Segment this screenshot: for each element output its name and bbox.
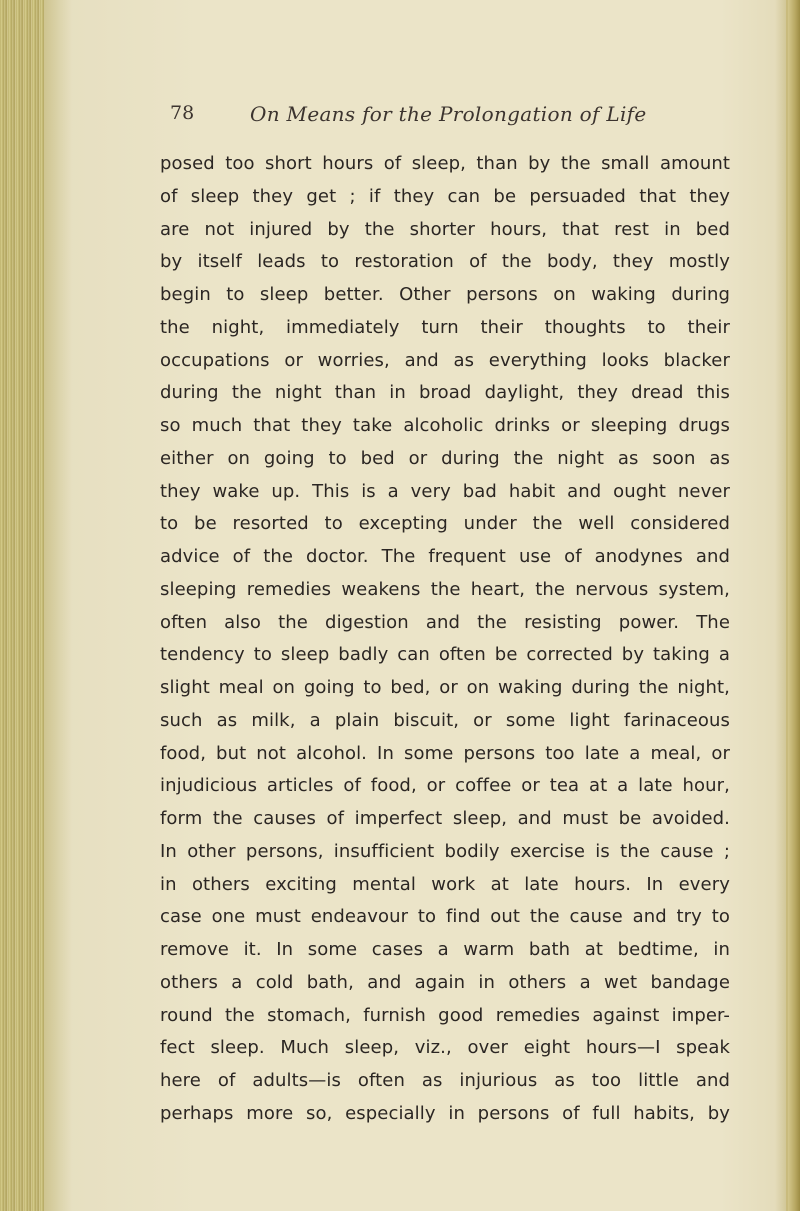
text-line: In other persons, insufficient bodily exercise is the cause ;	[160, 840, 730, 862]
text-line: posed too short hours of sleep, than by the small amount	[160, 153, 730, 174]
text-line: sleeping remedies weakens the heart, the nervous system,	[160, 578, 730, 600]
text-line: remove it. In some cases a warm bath at bedtime, in	[160, 939, 730, 960]
body-text	[160, 150, 730, 1133]
text-line: by itself leads to restoration of the body, they mostly	[160, 251, 730, 273]
text-line: tendency to sleep badly can often be corrected by taking a	[160, 644, 730, 666]
text-line: to be resorted to excepting under the well considered	[160, 513, 730, 535]
text-line: they wake up. This is a very bad habit and ought never	[160, 480, 730, 502]
text-line: such as milk, a plain biscuit, or some light farinaceous	[160, 709, 730, 731]
text-line: here of adults—is often as injurious as too little and	[160, 1070, 730, 1091]
text-line: during the night than in broad daylight, they dread this	[160, 382, 730, 404]
text-line: begin to sleep better. Other persons on waking during	[160, 284, 730, 305]
binding-edge	[0, 0, 44, 1211]
page-edge-right	[788, 0, 800, 1211]
text-line: case one must endeavour to find out the cause and try to	[160, 906, 730, 928]
gutter-shadow	[44, 0, 72, 1211]
text-line: food, but not alcohol. In some persons too late a meal, or	[160, 742, 730, 764]
running-title: On Means for the Prolongation of Life	[250, 102, 647, 126]
text-line: the night, immediately turn their thoughts to their	[160, 316, 730, 338]
text-line: in others exciting mental work at late hours. In every	[160, 873, 730, 895]
page-number: 78	[170, 102, 195, 124]
text-line: of sleep they get ; if they can be persuaded that they	[160, 185, 730, 207]
text-line: advice of the doctor. The frequent use of anodynes and	[160, 546, 730, 567]
text-line: perhaps more so, especially in persons of full habits, by	[160, 1102, 730, 1124]
running-head	[158, 102, 718, 132]
text-line: often also the digestion and the resisting power. The	[160, 611, 730, 633]
text-line: either on going to bed or during the night as soon as	[160, 447, 730, 469]
text-line: others a cold bath, and again in others a wet bandage	[160, 971, 730, 993]
text-line: slight meal on going to bed, or on waking during the night,	[160, 677, 730, 698]
text-line: fect sleep. Much sleep, viz., over eight hours—I speak	[160, 1037, 730, 1059]
text-line: are not injured by the shorter hours, that rest in bed	[160, 218, 730, 240]
text-line: occupations or worries, and as everything looks blacker	[160, 349, 730, 371]
text-line: so much that they take alcoholic drinks or sleeping drugs	[160, 415, 730, 436]
text-line: form the causes of imperfect sleep, and must be avoided.	[160, 808, 730, 829]
text-line: round the stomach, furnish good remedies against imper-	[160, 1004, 730, 1026]
text-line: injudicious articles of food, or coffee or tea at a late hour,	[160, 775, 730, 797]
